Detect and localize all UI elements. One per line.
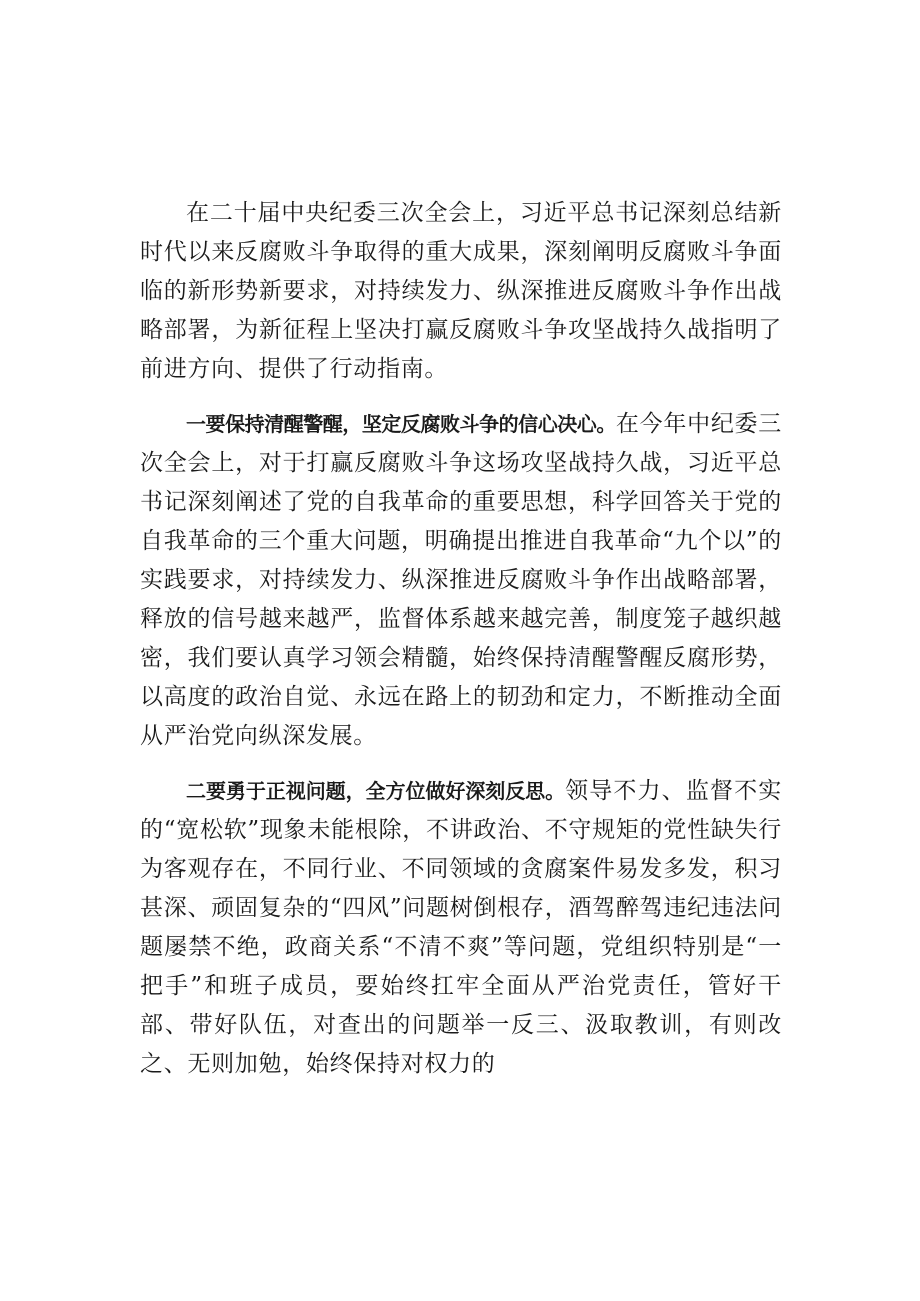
document-body (140, 194, 782, 1100)
paragraph-point-two (140, 772, 782, 1084)
paragraph-intro (140, 194, 782, 389)
paragraph-point-two-heading: 二要勇于正视问题，全方位做好深刻反思。 (186, 779, 566, 803)
paragraph-point-one-heading: 一要保持清醒警醒，坚定反腐败斗争的信心决心。 (186, 412, 616, 436)
paragraph-point-one (140, 405, 782, 756)
paragraph-point-one-text: 在今年中纪委三次全会上，对于打赢反腐败斗争这场攻坚战持久战，习近平总书记深刻阐述了党的自我革命的重要思想，科学回答关于党的自我革命的三个重大问题，明确提出推进自我革命“九个以”的实践要求，对持续发力、纵深推进反腐败斗争作出战略部署，释放的信号越来越严，监督体系越来越完善，制度笼子越织越密，我们要认真学习领会精髓，始终保持清醒警醒反腐形势，以高度的政治自觉、永远在路上的韧劲和定力，不断推动全面从严治党向纵深发展。 (140, 411, 782, 749)
paragraph-point-two-text: 领导不力、监督不实的“宽松软”现象未能根除，不讲政治、不守规矩的党性缺失行为客观存在，不同行业、不同领域的贪腐案件易发多发，积习甚深、顽固复杂的“四风”问题树倒根存，酒驾醉驾违纪违法问题屡禁不绝，政商关系“不清不爽”等问题，党组织特别是“一把手”和班子成员，要始终扛牢全面从严治党责任，管好干部、带好队伍，对查出的问题举一反三、汲取教训，有则改之、无则加勉，始终保持对权力的 (140, 778, 782, 1077)
paragraph-intro-text: 在二十届中央纪委三次全会上，习近平总书记深刻总结新时代以来反腐败斗争取得的重大成果，深刻阐明反腐败斗争面临的新形势新要求，对持续发力、纵深推进反腐败斗争作出战略部署，为新征程上坚决打赢反腐败斗争攻坚战持久战指明了前进方向、提供了行动指南。 (140, 200, 782, 382)
